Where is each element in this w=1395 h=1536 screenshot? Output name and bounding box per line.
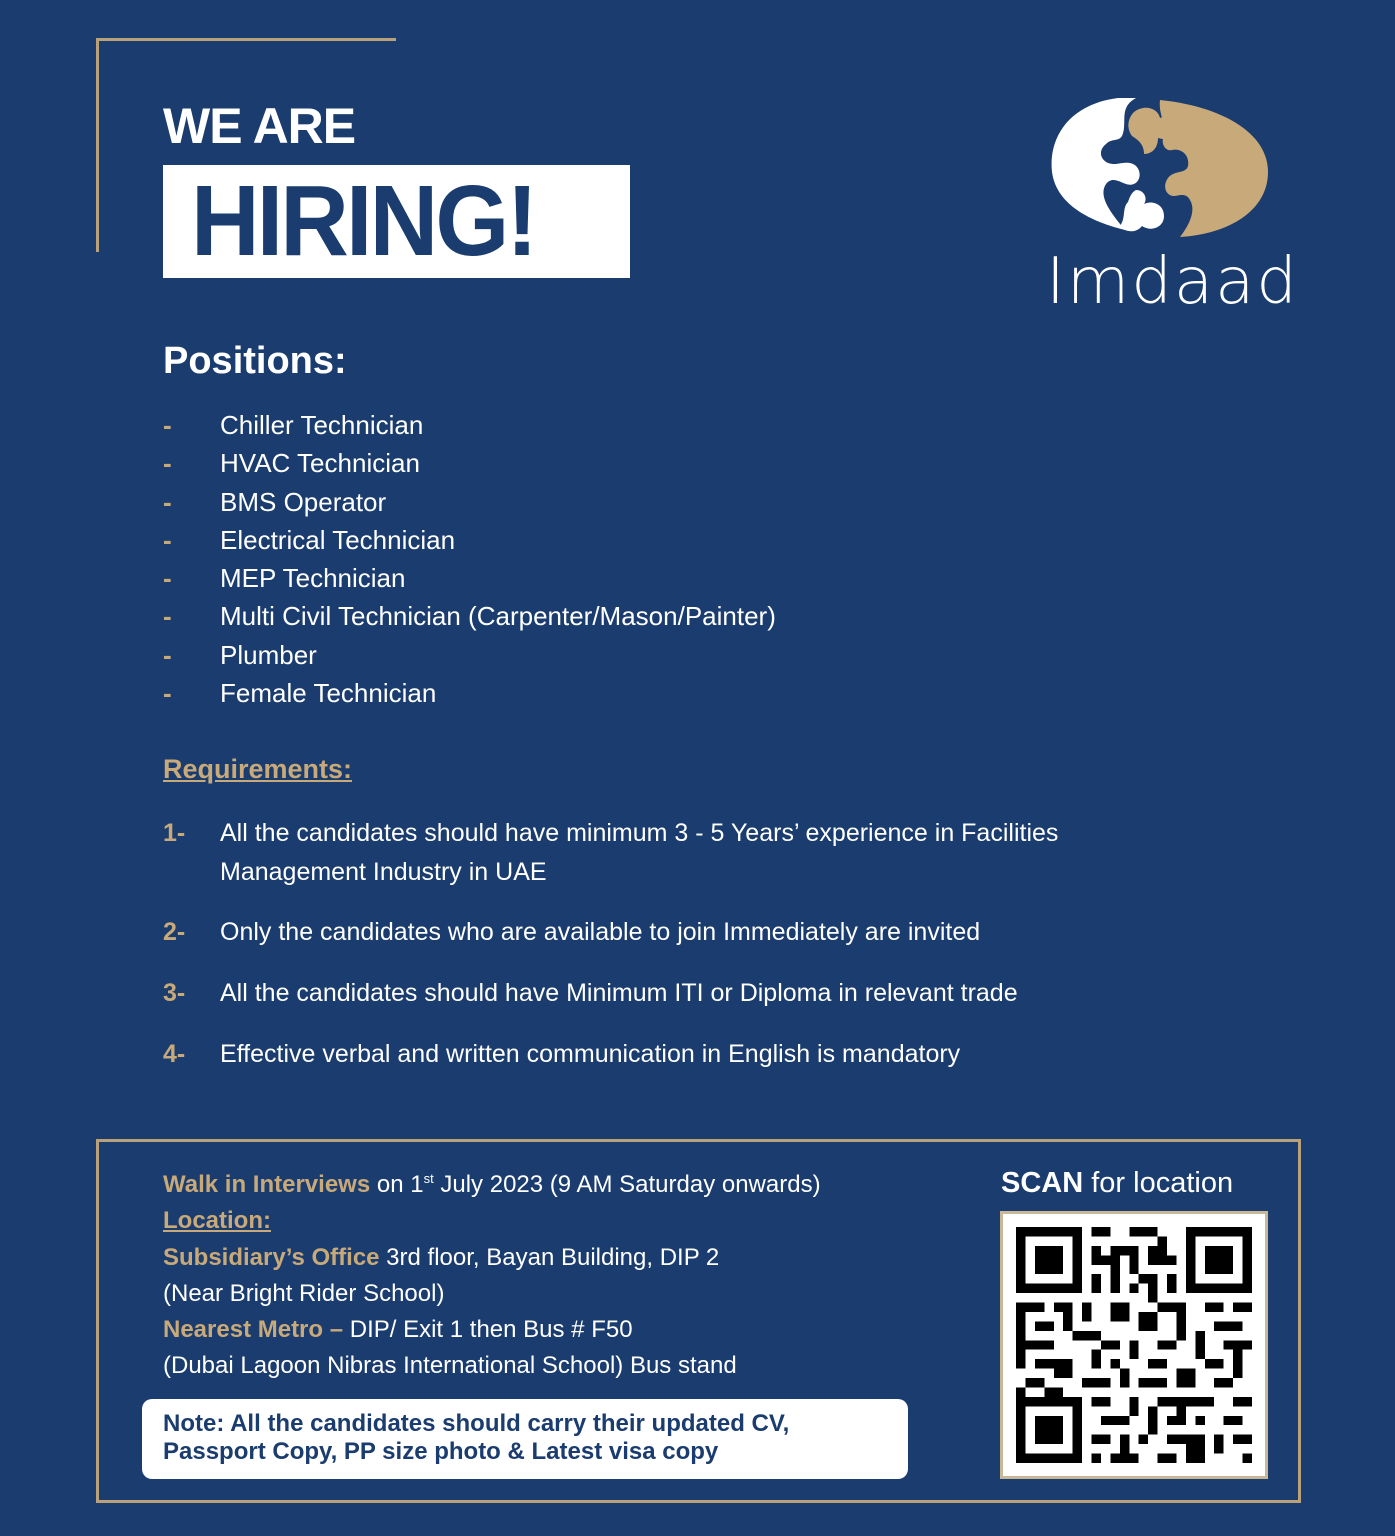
position-label: Plumber [220,639,317,670]
bullet-dash: - [163,678,172,709]
position-label: HVAC Technician [220,448,420,479]
position-label: BMS Operator [220,486,387,517]
office-line [163,1241,719,1275]
date-ordinal: st [423,1171,434,1186]
walk-in-label: Walk in Interviews [163,1171,371,1198]
position-item [163,597,776,635]
scan-bold: SCAN [1001,1167,1084,1199]
bullet-dash: - [163,410,172,440]
requirement-number: 2- [163,918,186,946]
requirement-text: All the candidates should have Minimum ITI or Diploma in relevant trade [220,979,1018,1007]
office-near-line: (Near Bright Rider School) [163,1280,445,1307]
requirement-item [163,1035,1193,1074]
requirement-text: Effective verbal and written communication in English is mandatory [220,1040,961,1068]
requirement-item [163,814,1193,892]
headline-we-are: WE ARE [163,98,356,154]
walk-in-date-prefix: on 1 [370,1171,424,1198]
scan-rest: for location [1083,1167,1234,1199]
bullet-dash: - [163,448,172,479]
requirement-text: All the candidates should have minimum 3 - 5 Years’ experience in Facilities Management Industry in UAE [220,819,1059,886]
position-item [163,674,776,712]
metro-directions: DIP/ Exit 1 then Bus # F50 [343,1316,633,1343]
positions-list [163,406,776,712]
decorative-corner-left [96,38,99,252]
position-label: Chiller Technician [220,410,424,440]
location-heading-line [163,1204,271,1238]
metro-label: Nearest Metro – [163,1316,344,1343]
scan-caption [1001,1165,1233,1201]
requirements-heading: Requirements: [163,754,353,784]
headline-hiring-box [163,165,630,278]
requirement-item [163,974,1193,1013]
requirement-number: 3- [163,979,186,1007]
requirement-item [163,913,1193,952]
position-label: MEP Technician [220,563,406,594]
puzzle-ellipse-logo-icon [1040,92,1280,242]
bullet-dash: - [163,639,172,670]
bus-stand-line: (Dubai Lagoon Nibras International School) Bus stand [163,1352,737,1379]
position-item [163,444,776,482]
office-address: 3rd floor, Bayan Building, DIP 2 [379,1244,720,1271]
position-item [163,483,776,521]
positions-heading: Positions: [163,340,347,382]
decorative-corner-top [96,38,396,41]
walk-in-date-rest: July 2023 (9 AM Saturday onwards) [433,1171,821,1198]
note-box: Note: All the candidates should carry their updated CV, Passport Copy, PP size photo & Latest visa copy [142,1399,908,1479]
position-item [163,521,776,559]
qr-code-icon[interactable] [1016,1227,1252,1463]
position-item [163,559,776,597]
bullet-dash: - [163,486,172,517]
requirement-number: 4- [163,1040,186,1068]
bullet-dash: - [163,601,172,632]
bullet-dash: - [163,563,172,594]
position-label: Female Technician [220,678,437,709]
requirement-number: 1- [163,819,186,847]
location-label: Location: [163,1207,271,1234]
bullet-dash: - [163,524,172,555]
metro-line [163,1313,633,1347]
position-label: Multi Civil Technician (Carpenter/Mason/Painter) [220,601,776,632]
qr-code-frame[interactable] [1000,1211,1268,1479]
headline-hiring: HIRING! [191,165,536,277]
position-item [163,406,776,444]
position-label: Electrical Technician [220,524,456,555]
walk-in-line [163,1162,821,1202]
office-label: Subsidiary’s Office [163,1244,380,1271]
requirement-text: Only the candidates who are available to join Immediately are invited [220,918,981,946]
position-item [163,636,776,674]
logo-wordmark: Imdaad [1046,245,1299,319]
